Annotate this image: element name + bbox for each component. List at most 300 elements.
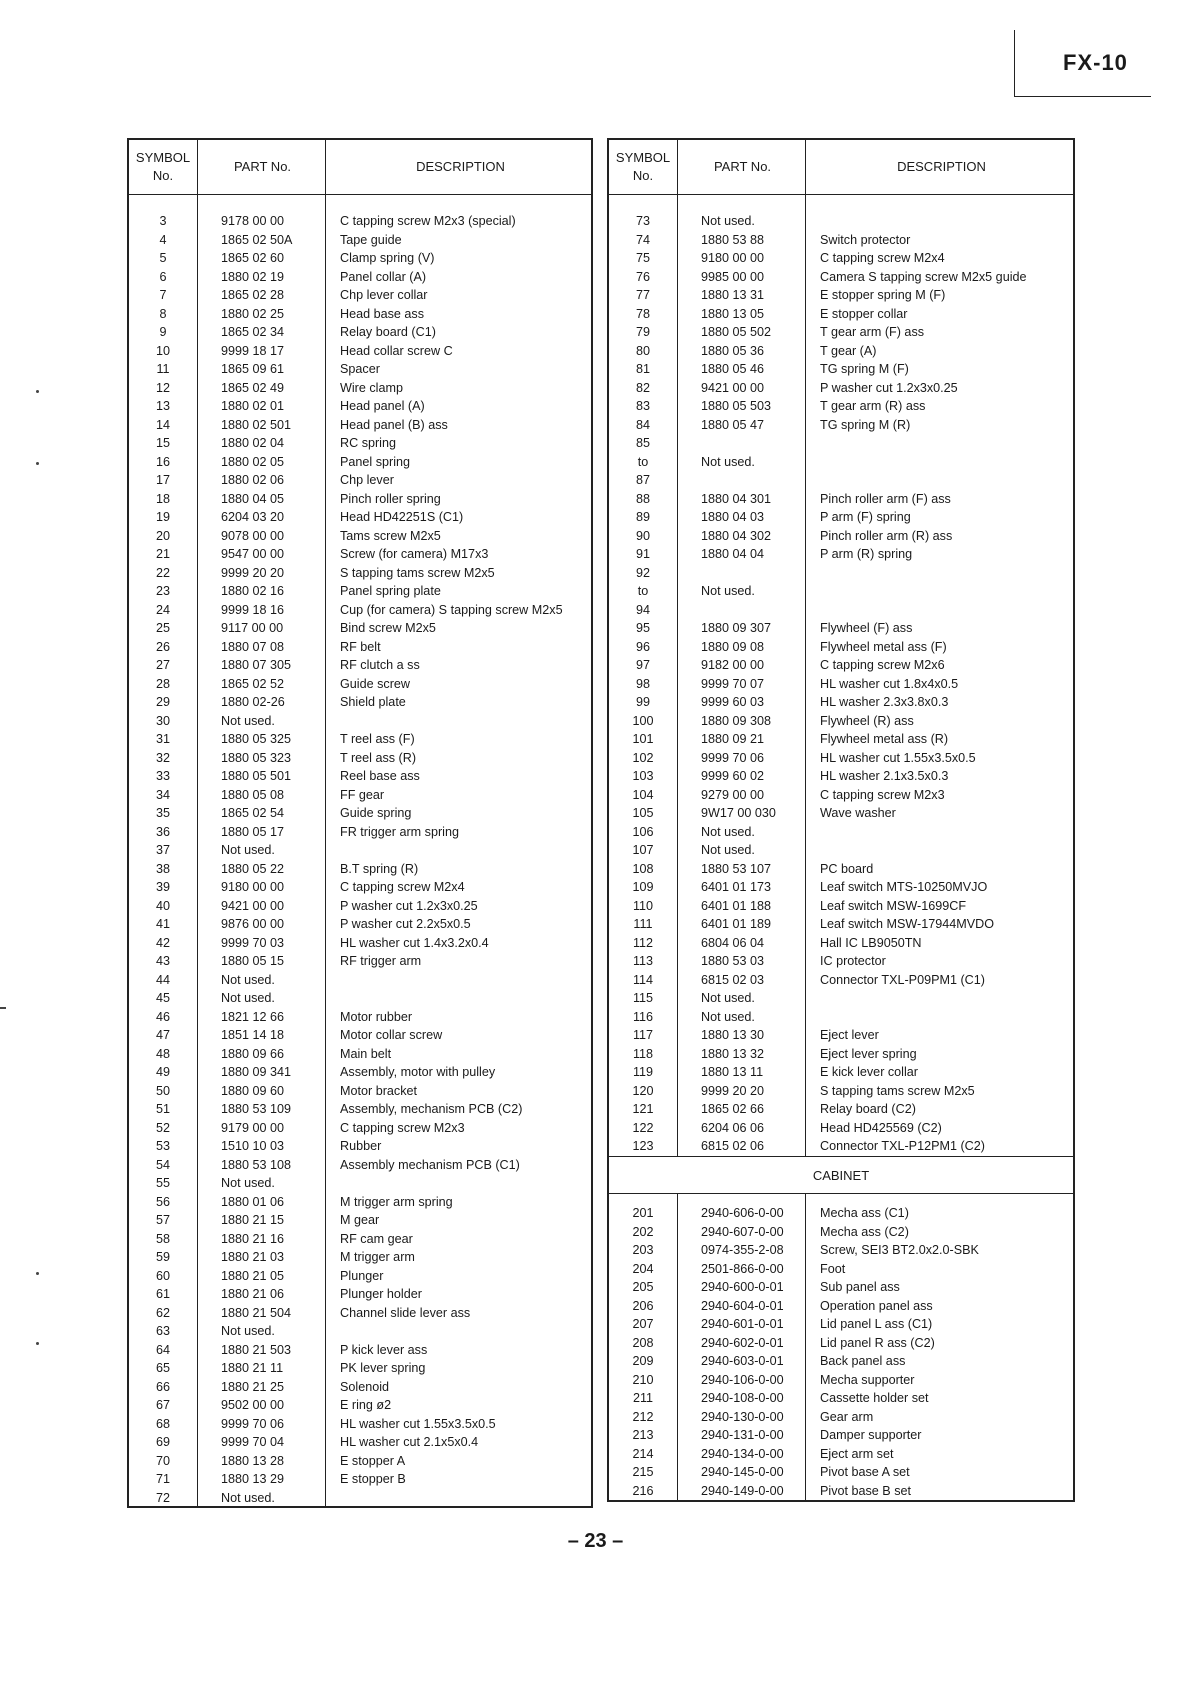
symbol-no: 42	[155, 935, 170, 950]
table-row	[609, 897, 1073, 916]
part-no: Not used.	[221, 1176, 275, 1190]
table-row	[129, 1174, 591, 1193]
description: Screw, SEI3 BT2.0x2.0-SBK	[820, 1243, 979, 1257]
part-no: 1880 13 29	[221, 1472, 285, 1486]
table-row	[609, 1008, 1073, 1027]
symbol-no: 201	[632, 1206, 654, 1220]
table-row	[609, 712, 1073, 731]
table-row	[609, 1137, 1073, 1156]
table-row	[129, 231, 591, 250]
table-row	[609, 231, 1073, 250]
description: Screw (for camera) M17x3	[340, 547, 489, 561]
symbol-no: 214	[632, 1446, 654, 1461]
table-row	[609, 860, 1073, 879]
table-row	[609, 786, 1073, 805]
description: HL washer 2.1x3.5x0.3	[820, 769, 949, 783]
symbol-no: 46	[155, 1009, 170, 1024]
part-no: 9999 70 03	[221, 935, 285, 950]
part-no: 1865 02 49	[221, 380, 285, 395]
header-symbol: SYMBOL No.	[135, 150, 191, 183]
symbol-no: 81	[635, 362, 650, 376]
table-row	[609, 1297, 1073, 1316]
description: Connector TXL-P09PM1 (C1)	[820, 972, 985, 987]
description: Flywheel metal ass (R)	[820, 732, 949, 746]
symbol-no: 33	[155, 769, 170, 783]
symbol-no: 96	[635, 639, 650, 654]
part-no: 2940-145-0-00	[701, 1465, 784, 1479]
part-no: 1880 53 108	[221, 1157, 292, 1172]
part-no: 9999 18 17	[221, 343, 285, 358]
table-row	[609, 989, 1073, 1008]
table-body	[129, 212, 591, 1507]
part-no: 1865 02 34	[221, 325, 285, 339]
part-no: 1865 02 52	[221, 676, 285, 691]
symbol-no: 213	[632, 1428, 654, 1442]
description: T reel ass (F)	[340, 732, 415, 746]
table-row	[609, 1445, 1073, 1464]
description: P arm (F) spring	[820, 510, 911, 524]
description: Chp lever	[340, 473, 394, 487]
description: Guide screw	[340, 676, 410, 691]
symbol-no: 18	[155, 491, 170, 506]
table-row	[609, 1426, 1073, 1445]
table-row	[609, 342, 1073, 361]
symbol-no: 8	[159, 306, 167, 321]
part-no: 1880 53 109	[221, 1102, 292, 1116]
part-no: 1880 13 30	[701, 1028, 765, 1042]
table-row	[129, 693, 591, 712]
part-no: 6401 01 173	[701, 880, 772, 894]
part-no: 6815 02 03	[701, 972, 765, 987]
description: PC board	[820, 861, 874, 876]
part-no: 1880 04 04	[701, 547, 765, 561]
table-row	[129, 841, 591, 860]
description: M gear	[340, 1213, 380, 1227]
part-no: 2940-604-0-01	[701, 1298, 784, 1313]
part-no: 6401 01 189	[701, 917, 772, 931]
description: Flywheel (F) ass	[820, 621, 913, 635]
table-row	[609, 1119, 1073, 1138]
table-row	[129, 564, 591, 583]
table-row	[129, 823, 591, 842]
description: E kick lever collar	[820, 1065, 918, 1079]
symbol-no: 94	[635, 602, 650, 617]
part-no: Not used.	[221, 713, 275, 728]
symbol-no: 216	[632, 1483, 654, 1498]
description: C tapping screw M2x3	[340, 1120, 465, 1135]
table-row	[129, 434, 591, 453]
table-row	[129, 1341, 591, 1360]
table-row	[609, 1278, 1073, 1297]
symbol-no: 78	[635, 306, 650, 321]
table-row	[129, 360, 591, 379]
part-no: 1880 04 03	[701, 510, 765, 524]
part-no: Not used.	[701, 584, 755, 598]
description: P washer cut 2.2x5x0.5	[340, 917, 471, 931]
description: Wire clamp	[340, 380, 403, 395]
description: Lid panel L ass (C1)	[820, 1317, 933, 1331]
table-row	[129, 1063, 591, 1082]
part-no: 1880 05 36	[701, 343, 765, 358]
description: Panel spring	[340, 454, 411, 469]
symbol-no: 100	[632, 713, 654, 728]
symbol-no: 83	[635, 399, 650, 413]
table-row	[609, 619, 1073, 638]
symbol-no: 45	[155, 991, 170, 1005]
description: Flywheel (R) ass	[820, 713, 914, 728]
description: Motor bracket	[340, 1083, 417, 1098]
description: T gear arm (R) ass	[820, 399, 926, 413]
description: Flywheel metal ass (F)	[820, 639, 947, 654]
part-no: 1851 14 18	[221, 1028, 285, 1042]
table-row	[609, 1315, 1073, 1334]
symbol-no: 20	[155, 528, 170, 543]
header-description: DESCRIPTION	[416, 159, 505, 174]
table-row	[609, 360, 1073, 379]
description: Relay board (C2)	[820, 1102, 916, 1116]
symbol-no: 25	[155, 621, 170, 635]
part-no: 1880 05 503	[701, 399, 772, 413]
part-no: 1880 05 46	[701, 362, 765, 376]
symbol-no: 202	[632, 1224, 654, 1239]
symbol-no: 71	[155, 1472, 170, 1486]
table-row	[129, 712, 591, 731]
part-no: Not used.	[221, 1490, 275, 1505]
description: HL washer cut 1.8x4x0.5	[820, 676, 959, 691]
symbol-no: 88	[635, 491, 650, 506]
symbol-no: 91	[635, 547, 650, 561]
symbol-no: 99	[635, 695, 650, 709]
symbol-no: 203	[632, 1243, 654, 1257]
table-row	[609, 1334, 1073, 1353]
table-row	[129, 1026, 591, 1045]
part-no: 9502 00 00	[221, 1398, 285, 1412]
table-row	[129, 545, 591, 564]
symbol-no: 21	[155, 547, 170, 561]
description: RF clutch a ss	[340, 658, 420, 672]
table-row	[609, 1241, 1073, 1260]
symbol-no: 40	[155, 898, 170, 913]
table-row	[609, 434, 1073, 453]
table-row	[609, 693, 1073, 712]
table-row	[129, 1433, 591, 1452]
symbol-no: 53	[155, 1139, 170, 1153]
part-no: 9117 00 00	[221, 621, 284, 635]
table-row	[609, 1260, 1073, 1279]
description: Head base ass	[340, 306, 425, 321]
description: Damper supporter	[820, 1428, 922, 1442]
part-no: 1880 13 32	[701, 1046, 765, 1061]
description: Head collar screw C	[340, 343, 453, 358]
part-no: 1880 53 03	[701, 954, 765, 968]
part-no: 6204 03 20	[221, 510, 285, 524]
symbol-no: 11	[156, 362, 170, 376]
part-no: 1880 09 21	[701, 732, 765, 746]
description: Plunger holder	[340, 1287, 422, 1301]
part-no: 2940-130-0-00	[701, 1409, 784, 1424]
table-row	[129, 1322, 591, 1341]
description: Head HD425569 (C2)	[820, 1120, 942, 1135]
symbol-no: 77	[635, 288, 650, 302]
part-no: 1880 02 19	[221, 269, 285, 284]
symbol-no: 38	[155, 861, 170, 876]
description: Eject arm set	[820, 1446, 894, 1461]
table-row	[129, 656, 591, 675]
part-no: 2940-134-0-00	[701, 1446, 784, 1461]
table-row	[129, 1082, 591, 1101]
part-no: 1880 05 22	[221, 861, 285, 876]
part-no: 9179 00 00	[221, 1120, 285, 1135]
description: Operation panel ass	[820, 1298, 933, 1313]
part-no: 9999 60 02	[701, 769, 765, 783]
symbol-no: 15	[155, 436, 170, 450]
symbol-no: 120	[632, 1083, 654, 1098]
symbol-no: 97	[635, 658, 650, 672]
symbol-no: 37	[155, 843, 170, 857]
symbol-no: 73	[635, 214, 650, 228]
table-row	[609, 397, 1073, 416]
description: Hall IC LB9050TN	[820, 935, 922, 950]
table-header	[129, 140, 591, 195]
description: Gear arm	[820, 1409, 874, 1424]
part-no: 9178 00 00	[221, 214, 285, 228]
table-row	[609, 971, 1073, 990]
table-row	[129, 601, 591, 620]
header-symbol: SYMBOL No.	[615, 150, 671, 183]
description: C tapping screw M2x6	[820, 658, 945, 672]
part-no: 9182 00 00	[701, 658, 765, 672]
description: Motor collar screw	[340, 1028, 443, 1042]
symbol-no: 110	[632, 898, 654, 913]
symbol-no: 5	[159, 251, 167, 265]
symbol-no: 76	[635, 269, 650, 284]
description: Wave washer	[820, 806, 896, 820]
symbol-no: 60	[155, 1268, 170, 1283]
table-row	[129, 323, 591, 342]
symbol-no: 113	[632, 954, 654, 968]
description: Spacer	[340, 362, 380, 376]
part-no: 1880 13 11	[701, 1065, 764, 1079]
description: Connector TXL-P12PM1 (C2)	[820, 1139, 985, 1153]
table-row	[609, 749, 1073, 768]
symbol-no: 44	[155, 972, 170, 987]
symbol-no: 116	[632, 1009, 654, 1024]
description: Cassette holder set	[820, 1391, 929, 1405]
symbol-no: 56	[155, 1194, 170, 1209]
table-row	[609, 305, 1073, 324]
symbol-no: 90	[635, 528, 650, 543]
symbol-no: 50	[155, 1083, 170, 1098]
table-row	[129, 1267, 591, 1286]
part-no: 9999 70 07	[701, 676, 765, 691]
table-row	[609, 1463, 1073, 1482]
description: Mecha ass (C2)	[820, 1224, 909, 1239]
part-no: 1821 12 66	[221, 1009, 285, 1024]
part-no: Not used.	[221, 1324, 275, 1338]
part-no: Not used.	[701, 843, 755, 857]
description: Switch protector	[820, 232, 911, 247]
table-row	[129, 786, 591, 805]
part-no: 2940-602-0-01	[701, 1335, 784, 1350]
part-no: 1510 10 03	[221, 1139, 285, 1153]
part-no: 1880 21 11	[221, 1361, 284, 1375]
part-no: 1880 21 06	[221, 1287, 285, 1301]
description: Cup (for camera) S tapping screw M2x5	[340, 602, 563, 617]
symbol-no: 112	[632, 935, 654, 950]
description: E ring ø2	[340, 1398, 392, 1412]
description: Pivot base A set	[820, 1465, 910, 1479]
symbol-no: 10	[155, 343, 170, 358]
symbol-no: 24	[155, 602, 170, 617]
table-row	[609, 823, 1073, 842]
symbol-no: 98	[635, 676, 650, 691]
description: M trigger arm spring	[340, 1194, 453, 1209]
part-no: 1880 05 15	[221, 954, 285, 968]
table-row	[609, 804, 1073, 823]
part-no: 1880 09 60	[221, 1083, 285, 1098]
table-row	[129, 1396, 591, 1415]
part-no: 9985 00 00	[701, 269, 765, 284]
symbol-no: 74	[635, 232, 650, 247]
table-row	[129, 1008, 591, 1027]
table-row	[129, 638, 591, 657]
description: Leaf switch MTS-10250MVJO	[820, 880, 988, 894]
symbol-no: 106	[632, 824, 654, 839]
part-no: 2940-149-0-00	[701, 1483, 784, 1498]
description: Lid panel R ass (C2)	[820, 1335, 935, 1350]
table-row	[129, 1285, 591, 1304]
table-row	[129, 1230, 591, 1249]
part-no: 1880 04 05	[221, 491, 285, 506]
symbol-no: 35	[155, 806, 170, 820]
description: Main belt	[340, 1046, 392, 1061]
symbol-no: 3	[159, 214, 167, 228]
symbol-no: 89	[635, 510, 650, 524]
symbol-no: 209	[632, 1354, 654, 1368]
table-row	[129, 1415, 591, 1434]
part-no: 1880 21 504	[221, 1305, 292, 1320]
description: Solenoid	[340, 1379, 390, 1394]
description: E stopper spring M (F)	[820, 288, 946, 302]
part-no: 1880 02 06	[221, 473, 285, 487]
part-no: 1880 02 01	[221, 399, 285, 413]
description: Foot	[820, 1261, 846, 1276]
description: RF trigger arm	[340, 954, 422, 968]
symbol-no: 52	[155, 1120, 170, 1135]
symbol-no: 55	[155, 1176, 170, 1190]
symbol-no: 22	[155, 565, 170, 580]
symbol-no: 85	[635, 436, 650, 450]
symbol-no: 64	[155, 1342, 170, 1357]
part-no: 1880 02-26	[221, 695, 285, 709]
part-no: 2940-108-0-00	[701, 1391, 784, 1405]
part-no: 1880 09 08	[701, 639, 765, 654]
description: C tapping screw M2x3	[820, 787, 945, 802]
table-row	[129, 749, 591, 768]
table-row	[609, 490, 1073, 509]
description: Clamp spring (V)	[340, 251, 435, 265]
part-no: 1880 05 325	[221, 732, 292, 746]
table-row	[609, 453, 1073, 472]
table-row	[129, 471, 591, 490]
part-no: 1880 13 05	[701, 306, 765, 321]
description: Mecha ass (C1)	[820, 1206, 909, 1220]
symbol-no: 67	[155, 1398, 170, 1412]
table-row	[129, 1359, 591, 1378]
description: T gear arm (F) ass	[820, 325, 925, 339]
symbol-no: 12	[155, 380, 170, 395]
table-row	[129, 897, 591, 916]
symbol-no: 54	[155, 1157, 170, 1172]
part-no: Not used.	[221, 972, 275, 987]
symbol-no: 58	[155, 1231, 170, 1246]
table-row	[609, 471, 1073, 490]
table-row	[129, 212, 591, 231]
part-no: Not used.	[701, 991, 755, 1005]
symbol-no: 9	[159, 325, 167, 339]
symbol-no: 117	[632, 1028, 654, 1042]
part-no: 9279 00 00	[701, 787, 765, 802]
parts-table-left	[127, 138, 593, 1508]
margin-dot	[36, 1272, 39, 1275]
part-no: 1880 09 308	[701, 713, 772, 728]
part-no: 1880 01 06	[221, 1194, 285, 1209]
symbol-no: 31	[155, 732, 170, 746]
symbol-no: 111	[633, 917, 653, 931]
symbol-no: 215	[632, 1465, 654, 1479]
table-row	[129, 952, 591, 971]
table-row	[609, 1100, 1073, 1119]
part-no: 9078 00 00	[221, 528, 285, 543]
table-row	[609, 249, 1073, 268]
symbol-no: 69	[155, 1435, 170, 1449]
table-row	[129, 1211, 591, 1230]
part-no: 9999 70 04	[221, 1435, 285, 1449]
table-row	[129, 582, 591, 601]
part-no: 1880 07 305	[221, 658, 292, 672]
part-no: Not used.	[221, 843, 275, 857]
symbol-no: 87	[635, 473, 650, 487]
description: Panel spring plate	[340, 584, 441, 598]
description: Guide spring	[340, 806, 412, 820]
symbol-no: 16	[155, 454, 170, 469]
part-no: 1880 21 503	[221, 1342, 292, 1357]
margin-dot	[36, 462, 39, 465]
table-row	[129, 730, 591, 749]
table-row	[609, 564, 1073, 583]
symbol-no: 102	[632, 750, 654, 765]
part-no: 9180 00 00	[701, 251, 765, 265]
table-row	[129, 860, 591, 879]
part-no: Not used.	[701, 454, 755, 469]
table-row	[129, 286, 591, 305]
part-no: 9180 00 00	[221, 880, 285, 894]
symbol-no: 66	[155, 1379, 170, 1394]
description: HL washer cut 2.1x5x0.4	[340, 1435, 479, 1449]
description: Assembly, mechanism PCB (C2)	[340, 1102, 523, 1116]
symbol-no: 70	[155, 1453, 170, 1468]
description: Leaf switch MSW-17944MVDO	[820, 917, 995, 931]
part-no: 2940-607-0-00	[701, 1224, 784, 1239]
part-no: 0974-355-2-08	[701, 1243, 784, 1257]
symbol-no: 32	[155, 750, 170, 765]
part-no: 9421 00 00	[221, 898, 285, 913]
symbol-no: 105	[632, 806, 654, 820]
symbol-no: 4	[159, 232, 167, 247]
symbol-no: 51	[155, 1102, 170, 1116]
table-row	[129, 379, 591, 398]
table-row	[129, 397, 591, 416]
